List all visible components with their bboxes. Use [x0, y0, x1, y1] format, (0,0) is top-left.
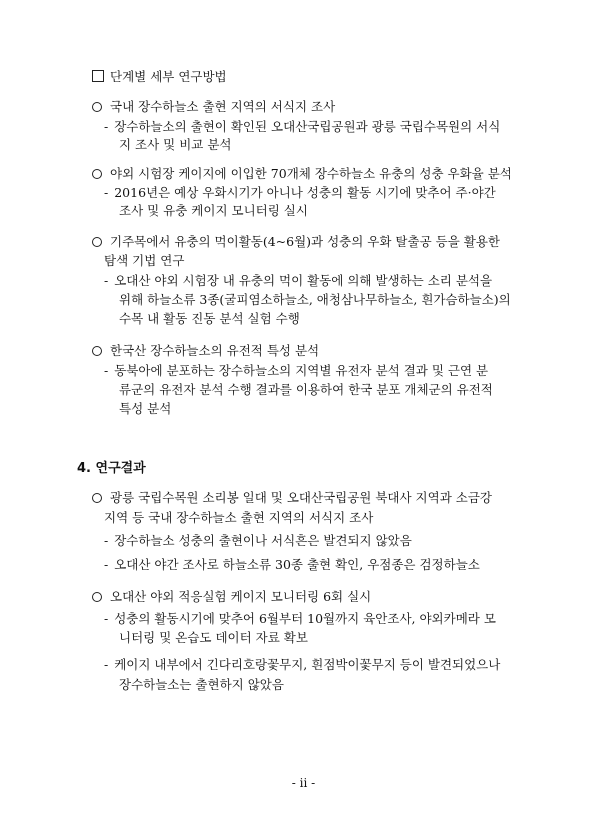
circle-bullet-icon	[92, 102, 102, 112]
plan-item-2-sub-line2: 조사 및 유충 케이지 모니터링 실시	[119, 203, 308, 218]
result-item-1-sub-2: - 오대산 야간 조사로 하늘소류 30종 출현 확인, 우점종은 검정하늘소	[104, 557, 480, 572]
plan-item-3-sub-line3: 수목 내 활동 진동 분석 실험 수행	[119, 311, 300, 326]
plan-item-4-main: 한국산 장수하늘소의 유전적 특성 분석	[92, 345, 319, 358]
result-item-2-main: 오대산 야외 적응실험 케이지 모니터링 6회 실시	[92, 591, 371, 604]
dash-bullet: -	[104, 611, 109, 626]
dash-bullet: -	[104, 533, 109, 548]
circle-bullet-icon	[92, 346, 102, 356]
circle-bullet-icon	[92, 493, 102, 503]
circle-bullet-icon	[92, 592, 102, 602]
plan-item-3-sub-line2: 위해 하늘소류 3종(굴피염소하늘소, 애청삼나무하늘소, 흰가슴하늘소)의	[119, 292, 511, 307]
results-heading: 4. 연구결과	[77, 461, 146, 476]
dash-bullet: -	[104, 119, 109, 134]
plan-item-1-sub-line2: 지 조사 및 비교 분석	[119, 137, 232, 152]
result-item-1-main-line2: 지역 등 국내 장수하늘소 출현 지역의 서식지 조사	[104, 510, 374, 525]
plan-item-4-sub-line2: 류군의 유전자 분석 수행 결과를 이용하여 한국 분포 개체군의 유전적	[119, 382, 493, 397]
dash-bullet: -	[104, 363, 109, 378]
result-item-2-sub-1-line2: 니터링 및 온습도 데이터 자료 확보	[119, 630, 308, 645]
plan-item-2-sub-line1: - 2016년은 예상 우화시기가 아니나 성충의 활동 시기에 맞추어 주·야간	[104, 185, 496, 200]
dash-bullet: -	[104, 273, 109, 288]
dash-bullet: -	[104, 557, 109, 572]
plan-item-4-sub-line1: - 동북아에 분포하는 장수하늘소의 지역별 유전자 분석 결과 및 근연 분	[104, 363, 489, 378]
plan-item-1-sub-line1: - 장수하늘소의 출현이 확인된 오대산국립공원과 광릉 국립수목원의 서식	[104, 119, 501, 134]
checkbox-square-icon	[92, 70, 104, 82]
plan-item-4-sub-line3: 특성 분석	[119, 401, 172, 416]
page-number: - ii -	[291, 776, 316, 790]
plan-item-3-main-line2: 탐색 기법 연구	[104, 253, 185, 268]
circle-bullet-icon	[92, 237, 102, 247]
result-item-1-main-line1: 광릉 국립수목원 소리봉 일대 및 오대산국립공원 북대사 지역과 소금강	[92, 492, 492, 505]
result-item-2-sub-2-line1: - 케이지 내부에서 긴다리호랑꽃무지, 흰점박이꽃무지 등이 발견되었으나	[104, 657, 501, 672]
plan-item-1-main: 국내 장수하늘소 출현 지역의 서식지 조사	[92, 101, 335, 114]
result-item-2-sub-2-line2: 장수하늘소는 출현하지 않았음	[119, 677, 284, 692]
result-item-2-sub-1-line1: - 성충의 활동시기에 맞추어 6월부터 10월까지 육안조사, 야외카메라 모	[104, 611, 496, 626]
plan-item-2-main: 야외 시험장 케이지에 이입한 70개체 장수하늘소 유충의 성충 우화율 분석	[92, 168, 512, 181]
result-item-1-sub-1: - 장수하늘소 성충의 출현이나 서식흔은 발견되지 않았음	[104, 533, 412, 548]
section-title: 단계별 세부 연구방법	[92, 70, 227, 84]
dash-bullet: -	[104, 185, 109, 200]
plan-item-3-sub-line1: - 오대산 야외 시험장 내 유충의 먹이 활동에 의해 발생하는 소리 분석을	[104, 273, 493, 288]
dash-bullet: -	[104, 657, 109, 672]
circle-bullet-icon	[92, 169, 102, 179]
plan-item-3-main-line1: 기주목에서 유충의 먹이활동(4~6월)과 성충의 우화 탈출공 등을 활용한	[92, 236, 500, 249]
